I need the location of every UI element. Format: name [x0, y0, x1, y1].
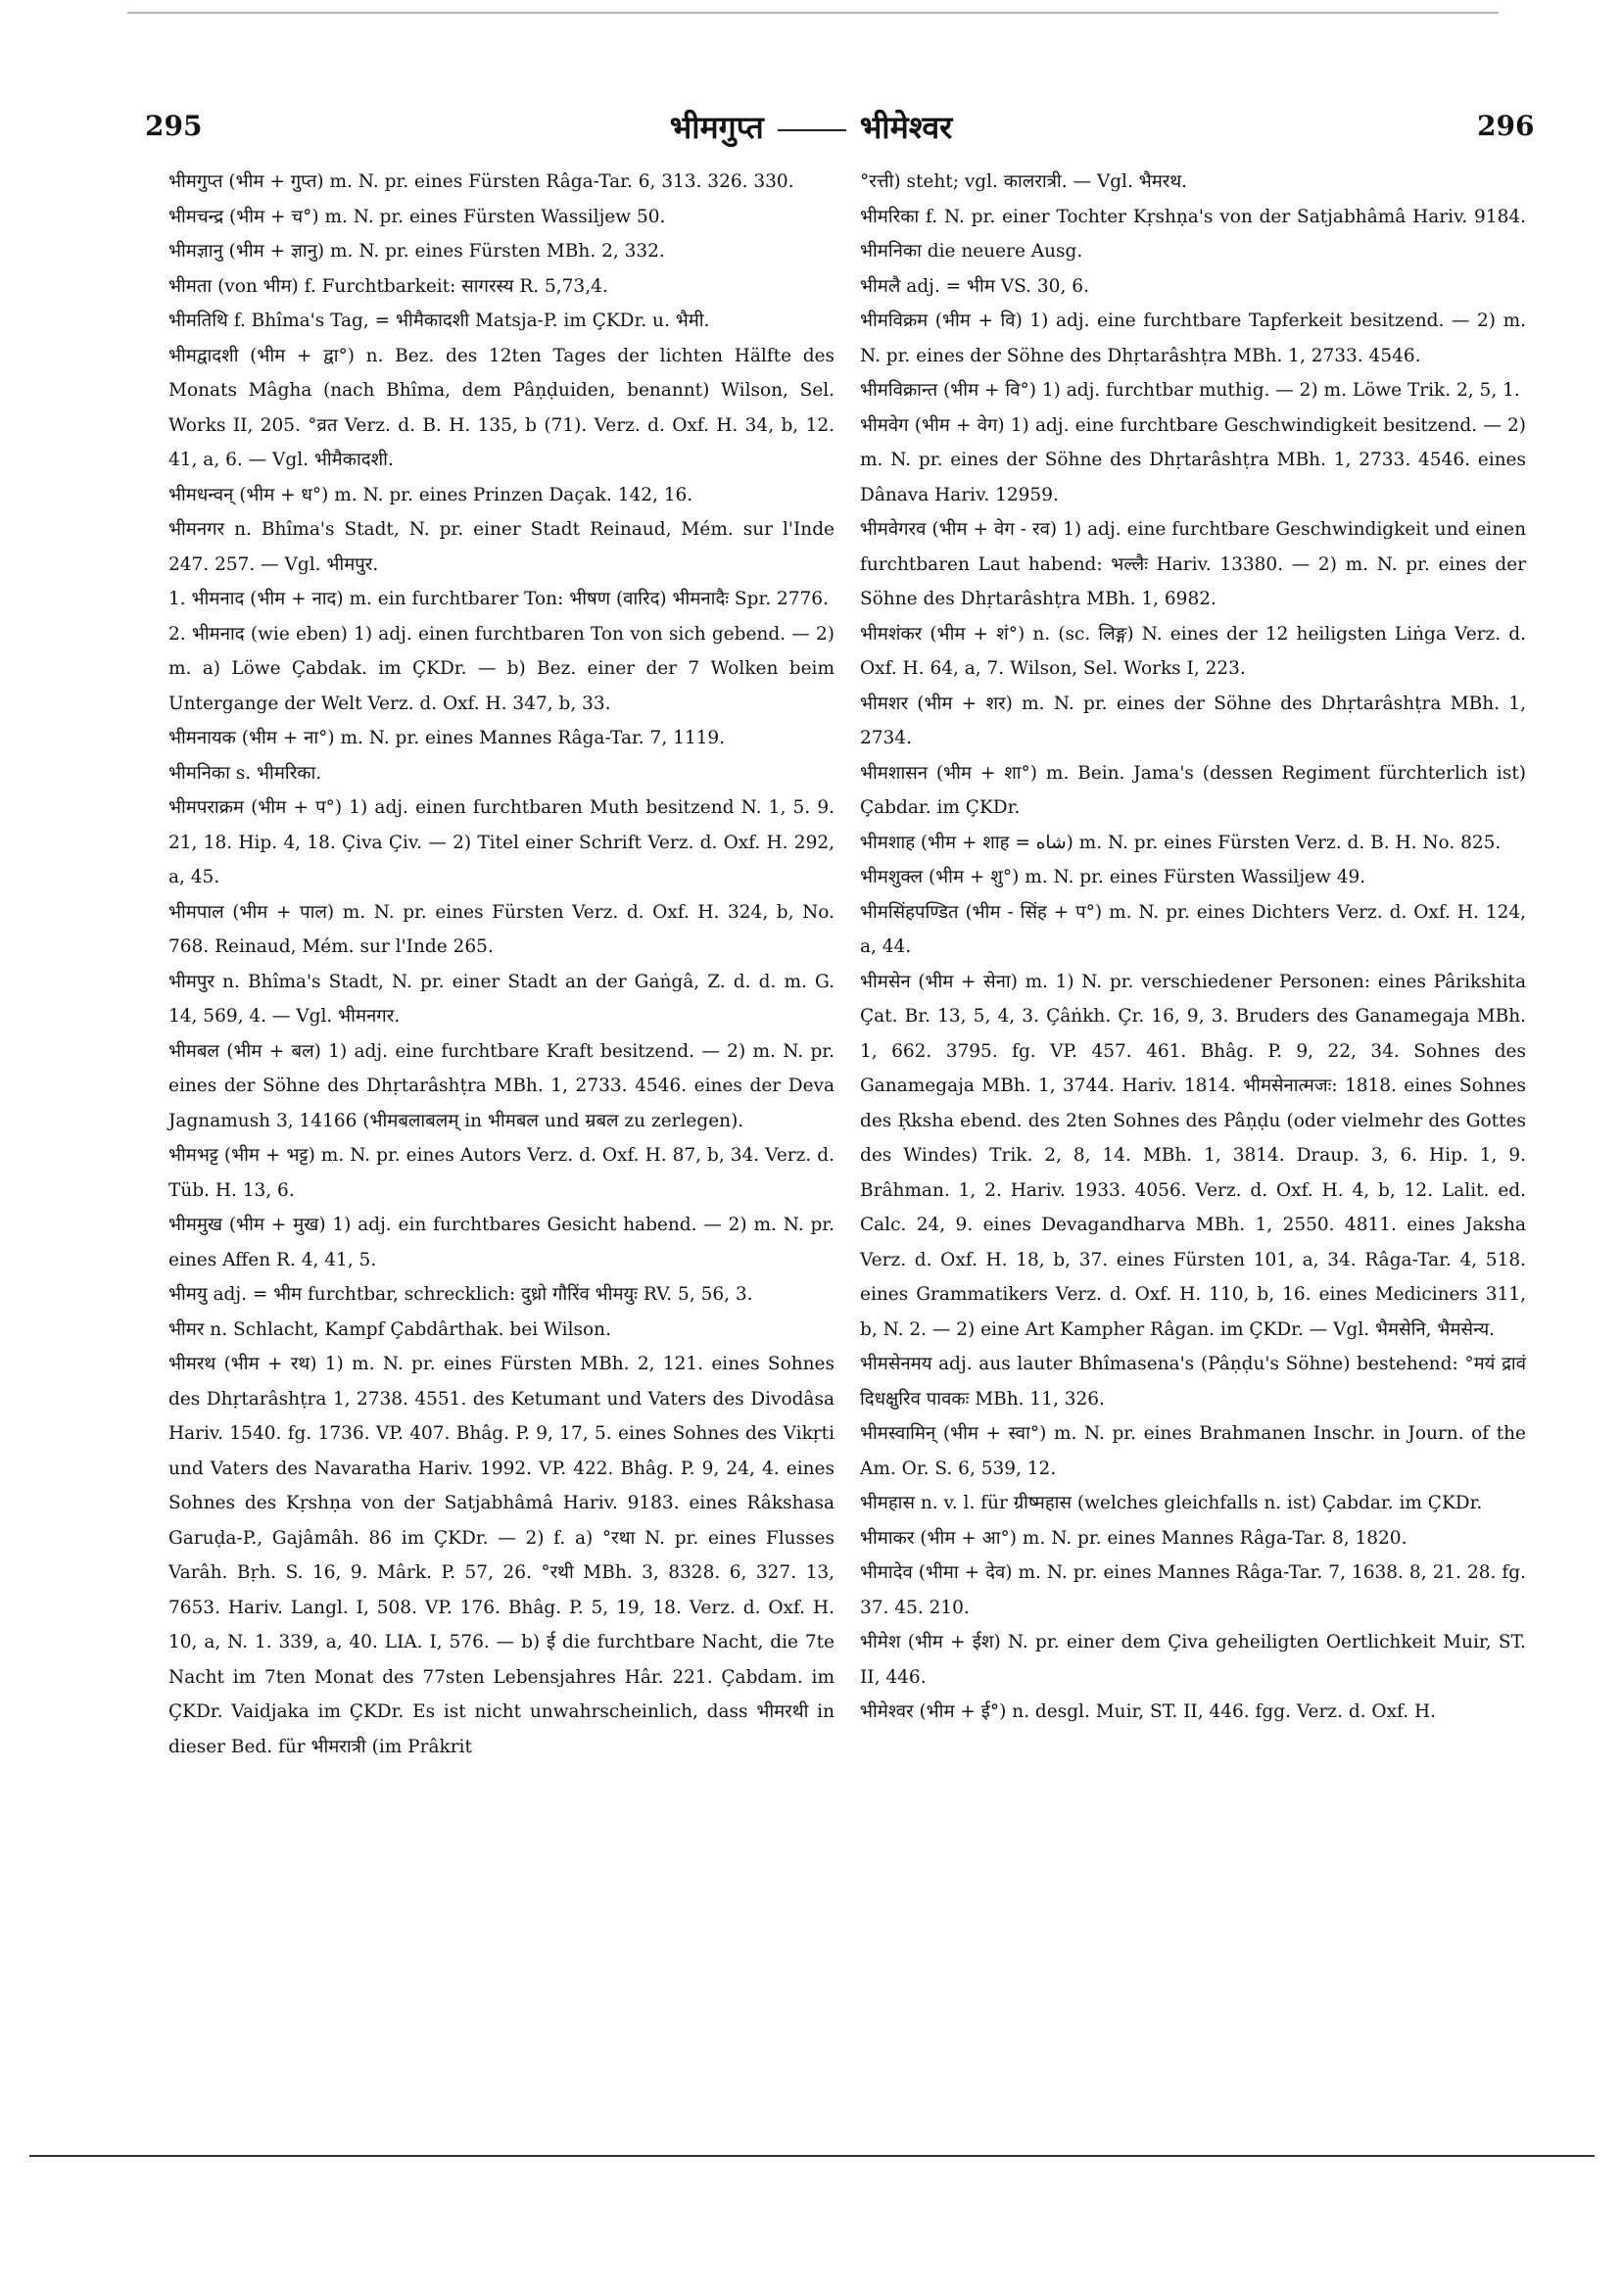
top-rule	[127, 12, 1499, 14]
right-column	[860, 165, 1526, 1730]
left-column	[168, 165, 835, 1764]
dictionary-entry: भीमरथ (भीम + रथ) 1) m. N. pr. eines Fürsten MBh. 2, 121. eines Sohnes des Dhṛtarâshṭra 1, 2738. 4551. des Ketumant und Vaters des Divodâsa Hariv. 1540. fg. 1736. VP. 407. Bhâg. P. 9, 17, 5. eines Sohnes des Vikṛti und Vaters des Navaratha Hariv. 1992. VP. 422. Bhâg. P. 9, 24, 4. eines Sohnes des Kṛshṇa von der Satjabhâmâ Hariv. 9183. eines Râkshasa Garuḍa-P., Gajâmâh. 86 im ÇKDr. — 2) f. a) °रथा N. pr. eines Flusses Varâh. Bṛh. S. 16, 9. Mârk. P. 57, 26. °रथी MBh. 3, 8328. 6, 327. 13, 7653. Hariv. Langl. I, 508. VP. 176. Bhâg. P. 5, 19, 18. Verz. d. Oxf. H. 10, a, N. 1. 339, a, 40. LIA. I, 576. — b) ई die furchtbare Nacht, die 7te Nacht im 7ten Monat des 77sten Lebensjahres Hâr. 221. Çabdam. im ÇKDr. Vaidjaka im ÇKDr. Es ist nicht unwahrscheinlich, dass भीमरथी in dieser Bed. für भीमरात्री (im Prâkrit	[168, 1354, 835, 1757]
dictionary-entry: भीमशंकर (भीम + शं°) n. (sc. लिङ्ग) N. eines der 12 heiligsten Liṅga Verz. d. Oxf. H. 64, a, 7. Wilson, Sel. Works I, 223.	[860, 623, 1526, 679]
dictionary-entry: भीमनायक (भीम + ना°) m. N. pr. eines Mannes Râga-Tar. 7, 1119.	[168, 728, 726, 748]
dictionary-entry: भीमवेग (भीम + वेग) 1) adj. eine furchtbare Geschwindigkeit besitzend. — 2) m. N. pr. eines der Söhne des Dhṛtarâshṭra MBh. 1, 2733. 4546. eines Dânava Hariv. 12959.	[860, 414, 1526, 505]
dictionary-entry: 2. भीमनाद (wie eben) 1) adj. einen furchtbaren Ton von sich gebend. — 2) m. a) Löwe Çabdak. im ÇKDr. — b) Bez. einer der 7 Wolken beim Untergange der Welt Verz. d. Oxf. H. 347, b, 33.	[168, 623, 835, 714]
dictionary-entry: भीमनिका s. भीमरिका.	[168, 762, 322, 784]
dictionary-entry: भीमनगर n. Bhîma's Stadt, N. pr. einer Stadt Reinaud, Mém. sur l'Inde 247. 257. — Vgl. भीमपुर.	[168, 519, 835, 575]
dictionary-entry: भीमहास n. v. l. für ग्रीष्महास (welches gleichfalls n. ist) Çabdar. im ÇKDr.	[860, 1493, 1483, 1513]
dictionary-entry: भीमयु adj. = भीम furchtbar, schrecklich: दुध्रो गौरिंव भीमयुः RV. 5, 56, 3.	[168, 1284, 753, 1305]
dictionary-entry: भीमपुर n. Bhîma's Stadt, N. pr. einer Stadt an der Gaṅgâ, Z. d. d. m. G. 14, 569, 4. — Vgl. भीमनगर.	[168, 971, 835, 1027]
dictionary-entry: भीमपाल (भीम + पाल) m. N. pr. eines Fürsten Verz. d. Oxf. H. 324, b, No. 768. Reinaud, Mém. sur l'Inde 265.	[168, 901, 835, 957]
page-number-left: 295	[145, 110, 203, 142]
dictionary-entry: भीमाकर (भीम + आ°) m. N. pr. eines Mannes Râga-Tar. 8, 1820.	[860, 1527, 1407, 1549]
dictionary-entry: °रत्ती) steht; vgl. कालरात्री. — Vgl. भैमरथ.	[860, 171, 1188, 192]
dictionary-entry: भीमस्वामिन् (भीम + स्वा°) m. N. pr. eines Brahmanen Inschr. in Journ. of the Am. Or. S. 6, 539, 12.	[860, 1423, 1526, 1479]
dictionary-entry: भीमेश्वर (भीम + ई°) n. desgl. Muir, ST. II, 446. fgg. Verz. d. Oxf. H.	[860, 1701, 1436, 1722]
dictionary-entry: भीमतिथि f. Bhîma's Tag, = भीमैकादशी Matsja-P. im ÇKDr. u. भैमी.	[168, 311, 710, 331]
dictionary-entry: भीमशुक्ल (भीम + शु°) m. N. pr. eines Fürsten Wassiljew 49.	[860, 867, 1366, 887]
dictionary-entry: भीमचन्द्र (भीम + च°) m. N. pr. eines Fürsten Wassiljew 50.	[168, 206, 666, 227]
dictionary-entry: भीमविक्रान्त (भीम + वि°) 1) adj. furchtbar muthig. — 2) m. Löwe Trik. 2, 5, 1.	[860, 380, 1520, 401]
running-head-left: भीमगुप्त	[669, 109, 764, 146]
running-head	[0, 106, 1622, 148]
dictionary-entry: भीमपराक्रम (भीम + प°) 1) adj. einen furchtbaren Muth besitzend N. 1, 5. 9. 21, 18. Hip. 4, 18. Çiva Çiv. — 2) Titel einer Schrift Verz. d. Oxf. H. 292, a, 45.	[168, 797, 835, 887]
dictionary-entry: भीमादेव (भीमा + देव) m. N. pr. eines Mannes Râga-Tar. 7, 1638. 8, 21. 28. fg. 37. 45. 210.	[860, 1562, 1526, 1618]
dictionary-entry: भीमभट्ट (भीम + भट्ट) m. N. pr. eines Autors Verz. d. Oxf. H. 87, b, 34. Verz. d. Tüb. H. 13, 6.	[168, 1145, 835, 1201]
bottom-rule	[29, 2155, 1595, 2157]
dictionary-entry: भीमता (von भीम) f. Furchtbarkeit: सागरस्य R. 5,73,4.	[168, 275, 608, 297]
dictionary-entry: भीमर n. Schlacht, Kampf Çabdârthak. bei Wilson.	[168, 1318, 611, 1340]
dictionary-entry: भीमेश (भीम + ईश) N. pr. einer dem Çiva geheiligten Oertlichkeit Muir, ST. II, 446.	[860, 1632, 1526, 1688]
dictionary-entry: भीमवेगरव (भीम + वेग - रव) 1) adj. eine furchtbare Geschwindigkeit und einen furchtbaren Laut habend: भल्लैः Hariv. 13380. — 2) m. N. pr. eines der Söhne des Dhṛtarâshṭra MBh. 1, 6982.	[860, 519, 1526, 609]
dictionary-entry: भीमरिका f. N. pr. einer Tochter Kṛshṇa's von der Satjabhâmâ Hariv. 9184. भीमनिका die neuere Ausg.	[860, 206, 1526, 262]
dictionary-entry: भीमसेनमय adj. aus lauter Bhîmasena's (Pâṇḍu's Söhne) bestehend: °मयं द्रावं दिधक्षुरिव पावकः MBh. 11, 326.	[860, 1354, 1526, 1410]
dictionary-entry: भीमलै adj. = भीम VS. 30, 6.	[860, 275, 1089, 297]
dictionary-entry: भीमबल (भीम + बल) 1) adj. eine furchtbare Kraft besitzend. — 2) m. N. pr. eines der Söhne des Dhṛtarâshṭra MBh. 1, 2733. 4546. eines der Deva Jagnamush 3, 14166 (भीमबलाबलम् in भीमबल und म्रबल zu zerlegen).	[168, 1040, 835, 1131]
dictionary-entry: भीममुख (भीम + मुख) 1) adj. ein furchtbares Gesicht habend. — 2) m. N. pr. eines Affen R. 4, 41, 5.	[168, 1215, 835, 1270]
dictionary-entry: भीमसेन (भीम + सेना) m. 1) N. pr. verschiedener Personen: eines Pârikshita Çat. Br. 13, 5, 4, 3. Çâṅkh. Çr. 16, 9, 3. Bruders des Ganamegaja MBh. 1, 662. 3795. fg. VP. 457. 461. Bhâg. P. 9, 22, 34. Sohnes des Ganamegaja MBh. 1, 3744. Hariv. 1814. भीमसेनात्मजः: 1818. eines Sohnes des Ṛksha ebend. des 2ten Sohnes des Pâṇḍu (oder vielmehr des Gottes des Windes) Trik. 2, 8, 14. MBh. 1, 3814. Draup. 3, 6. Hip. 1, 9. Brâhman. 1, 2. Hariv. 1933. 4056. Verz. d. Oxf. H. 4, b, 12. Lalit. ed. Calc. 24, 9. eines Devagandharva MBh. 1, 2550. 4811. eines Jaksha Verz. d. Oxf. H. 18, b, 37. eines Fürsten 101, a, 34. Râga-Tar. 4, 518. eines Grammatikers Verz. d. Oxf. H. 110, b, 16. eines Mediciners 311, b, N. 2. — 2) eine Art Kampher Râgan. im ÇKDr. — Vgl. भैमसेनि, भैमसेन्य.	[860, 971, 1526, 1340]
dictionary-entry: भीमद्वादशी (भीम + द्वा°) n. Bez. des 12ten Tages der lichten Hälfte des Monats Mâgha (nach Bhîma, dem Pâṇḍuiden, benannt) Wilson, Sel. Works II, 205. °व्रत Verz. d. B. H. 135, b (71). Verz. d. Oxf. H. 34, b, 12. 41, a, 6. — Vgl. भीमैकादशी.	[168, 345, 835, 470]
running-head-dash	[778, 129, 846, 131]
dictionary-entry: भीमशाह (भीम + शाह = شاه) m. N. pr. eines Fürsten Verz. d. B. H. No. 825.	[860, 832, 1502, 853]
dictionary-entry: भीमशासन (भीम + शा°) m. Bein. Jama's (dessen Regiment fürchterlich ist) Çabdar. im ÇKDr.	[860, 762, 1526, 818]
dictionary-entry: 1. भीमनाद (भीम + नाद) m. ein furchtbarer Ton: भीषण (वारिद) भीमनादैः Spr. 2776.	[168, 589, 829, 609]
dictionary-entry: भीमसिंहपण्डित (भीम - सिंह + प°) m. N. pr. eines Dichters Verz. d. Oxf. H. 124, a, 44.	[860, 901, 1526, 957]
page-number-right: 296	[1477, 110, 1535, 142]
dictionary-entry: भीमगुप्त (भीम + गुप्त) m. N. pr. eines Fürsten Râga-Tar. 6, 313. 326. 330.	[168, 171, 794, 192]
dictionary-entry: भीमज्ञानु (भीम + ज्ञानु) m. N. pr. eines Fürsten MBh. 2, 332.	[168, 241, 665, 262]
dictionary-entry: भीमधन्वन् (भीम + ध°) m. N. pr. eines Prinzen Daçak. 142, 16.	[168, 484, 693, 505]
dictionary-entry: भीमशर (भीम + शर) m. N. pr. eines der Söhne des Dhṛtarâshṭra MBh. 1, 2734.	[860, 693, 1526, 748]
dictionary-entry: भीमविक्रम (भीम + वि) 1) adj. eine furchtbare Tapferkeit besitzend. — 2) m. N. pr. eines der Söhne des Dhṛtarâshṭra MBh. 1, 2733. 4546.	[860, 311, 1526, 366]
running-head-right: भीमेश्वर	[859, 109, 953, 146]
